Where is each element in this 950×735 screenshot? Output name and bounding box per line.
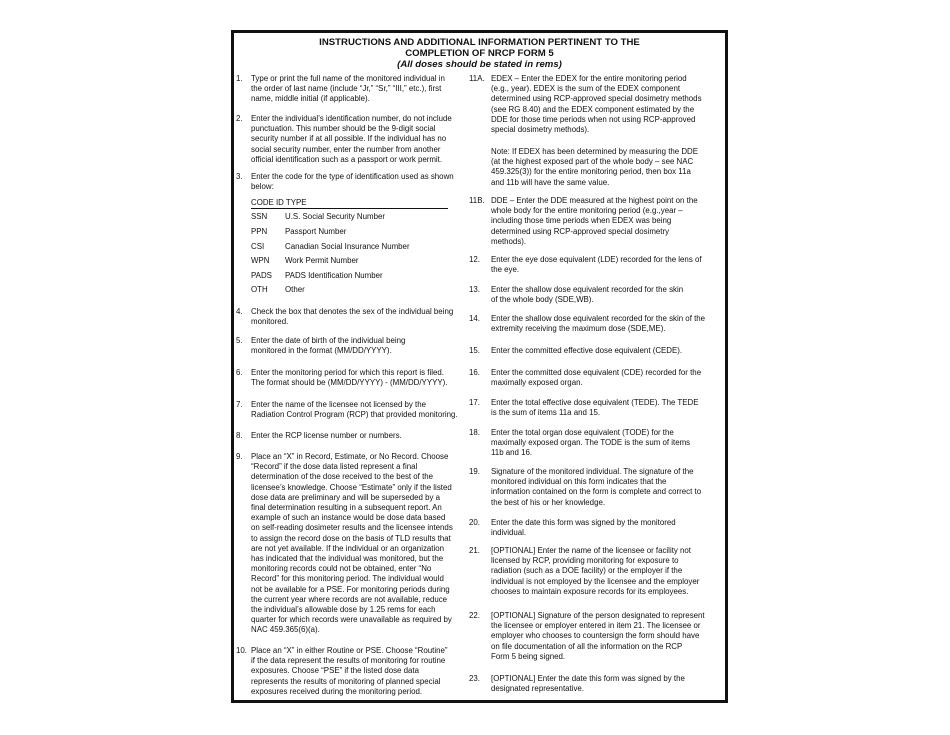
item-text: Type or print the full name of the monitored individual in the order of last name (include “Jr,” “Sr,” “III,” etc.), first name, middle initial (if applicable). (251, 74, 445, 104)
page-title-line-1: INSTRUCTIONS AND ADDITIONAL INFORMATION PERTINENT TO THE (319, 37, 640, 48)
instruction-item-23 (469, 674, 685, 694)
item-number: 21. (469, 546, 480, 555)
item-text: Enter the shallow dose equivalent recorded for the skin of the whole body (SDE,WB). (491, 285, 684, 305)
type-cell: Work Permit Number (285, 256, 359, 265)
instruction-item-18 (469, 428, 690, 459)
instruction-item-5 (236, 336, 405, 356)
code-table-row (251, 256, 359, 266)
instruction-item-13 (469, 285, 683, 305)
instruction-item-7 (236, 400, 458, 420)
code-cell: PADS (251, 271, 272, 280)
type-cell: PADS Identification Number (285, 271, 383, 280)
type-cell: Canadian Social Insurance Number (285, 242, 410, 251)
item-number: 15. (469, 346, 480, 355)
item-text: [OPTIONAL] Enter the date this form was signed by the designated representative. (491, 674, 685, 694)
instruction-item-16 (469, 368, 701, 388)
item-number: 11B. (469, 196, 485, 205)
instruction-item-11a (469, 74, 702, 135)
item-number: 14. (469, 314, 480, 323)
type-cell: U.S. Social Security Number (285, 212, 385, 221)
item-number: 23. (469, 674, 480, 683)
item-number: 2. (236, 114, 243, 123)
instructions-page (231, 30, 728, 703)
instruction-item-9 (236, 452, 453, 636)
instruction-item-3 (236, 172, 454, 192)
code-cell: WPN (251, 256, 270, 265)
item-number: 12. (469, 255, 480, 264)
instruction-item-4 (236, 307, 453, 327)
code-table-row (251, 227, 346, 237)
page-title-line-2: COMPLETION OF NRCP FORM 5 (405, 48, 554, 59)
item-text: Enter the eye dose equivalent (LDE) recorded for the lens of the eye. (491, 255, 702, 275)
item-text: [OPTIONAL] Signature of the person designated to represent the licensee or employer entered in item 21. The licensee or employer who chooses to countersign the form should have on file documentation of all the information on the RCP Form 5 being signed. (491, 611, 705, 661)
item-text: Enter the date this form was signed by the monitored individual. (491, 518, 676, 538)
edex-note: Note: If EDEX has been determined by measuring the DDE (at the highest exposed part of the whole body – see NAC 459.325(3)) for the entire monitoring period, then box 11a and 11b will have the same value. (491, 147, 699, 187)
type-cell: Passport Number (285, 227, 347, 236)
item-text: EDEX – Enter the EDEX for the entire monitoring period (e.g., year). EDEX is the sum of the EDEX component determined using RCP-approved special dosimetry methods (see RG 8.40) and the EDEX component estimated by the DDE for those time periods when not using RCP-approved special dosimetry methods). (491, 74, 702, 135)
item-number: 1. (236, 74, 243, 83)
item-number: 9. (236, 452, 243, 461)
instruction-item-19 (469, 467, 701, 508)
page-subtitle: (All doses should be stated in rems) (397, 59, 562, 70)
item-text: Enter the total organ dose equivalent (TODE) for the maximally exposed organ. The TODE is the sum of items 11b and 16. (491, 428, 691, 458)
item-number: 10. (236, 646, 247, 655)
instruction-item-12 (469, 255, 702, 275)
item-text: Enter the committed dose equivalent (CDE) recorded for the maximally exposed organ. (491, 368, 702, 388)
instruction-item-17 (469, 398, 698, 418)
item-text: Enter the total effective dose equivalent (TEDE). The TEDE is the sum of items 11a and 15. (491, 398, 699, 418)
item-text: Place an “X” in Record, Estimate, or No Record. Choose “Record” if the dose data listed represent a final determination of the dose received to the best of the licensee’s knowledge. Choose “Estimate” only if the listed dose data are preliminary and will be superseded by a final determination resulting in a subsequent report. An example of such an instance would be dose data based on self-reading dosimeter results and the licensee intends to assign the record dose on the basis of TLD results that are not yet available. If the individual or an organization has indicated that the individual was monitored, but the monitoring records could not be obtained, enter “No Record” for this monitoring period. The individual would not be available for a PSE. For monitoring periods during the current year where records are not available, reduce the individual’s allowable dose by 1.25 rems for each quarter for which records were unavailable as required by NAC 459.365(6)(a). (251, 452, 453, 635)
item-text: Enter the monitoring period for which this report is filed. The format should be (MM/DD/YYYY) - (MM/DD/YYYY). (251, 368, 448, 388)
instruction-item-2 (236, 114, 452, 165)
instruction-item-22 (469, 611, 705, 662)
instruction-item-14 (469, 314, 705, 334)
item-text: Enter the individual’s identification number, do not include punctuation. This number should be the 9-digit social security number if at all possible. If the individual has no social security number, enter the number from another official identification such as a passport or work permit. (251, 114, 452, 164)
item-text: Enter the code for the type of identification used as shown below: (251, 172, 454, 192)
item-text: DDE – Enter the DDE measured at the highest point on the whole body for the entire monitoring period (e.g.,year – including those time periods when EDEX was being determined using RCP-approved special dosimetry methods). (491, 196, 698, 246)
instruction-item-11b (469, 196, 698, 247)
item-number: 18. (469, 428, 480, 437)
item-number: 3. (236, 172, 243, 181)
item-number: 20. (469, 518, 480, 527)
item-text: Enter the shallow dose equivalent recorded for the skin of the extremity receiving the maximum dose (SDE,ME). (491, 314, 706, 334)
code-table-row (251, 242, 410, 252)
item-number: 4. (236, 307, 243, 316)
instruction-item-20 (469, 518, 676, 538)
type-cell: Other (285, 285, 305, 294)
item-number: 16. (469, 368, 480, 377)
item-text: Enter the name of the licensee not licensed by the Radiation Control Program (RCP) that provided monitoring. (251, 400, 458, 420)
item-text: Check the box that denotes the sex of the individual being monitored. (251, 307, 454, 327)
item-number: 17. (469, 398, 480, 407)
instruction-item-6 (236, 368, 447, 388)
code-cell: SSN (251, 212, 268, 221)
instruction-item-15 (469, 346, 682, 356)
instruction-item-1 (236, 74, 445, 105)
item-text: Enter the committed effective dose equivalent (CEDE). (491, 346, 683, 355)
item-text: Enter the RCP license number or numbers. (251, 431, 402, 440)
code-id-table (251, 198, 449, 302)
code-cell: CSI (251, 242, 265, 251)
item-number: 5. (236, 336, 243, 345)
item-number: 7. (236, 400, 243, 409)
item-text: Place an “X” in either Routine or PSE. Choose “Routine” if the data represent the results of monitoring for routine exposures. Choose “PSE” if the listed dose data represents the results of monitoring of planned special exposures received during the monitoring period. (251, 646, 448, 696)
code-cell: OTH (251, 285, 268, 294)
item-number: 6. (236, 368, 243, 377)
item-text: Enter the date of birth of the individual being monitored in the format (MM/DD/YYYY). (251, 336, 406, 356)
code-table-row (251, 271, 383, 281)
item-text: [OPTIONAL] Enter the name of the licensee or facility not licensed by RCP, providing monitoring for exposure to radiation (such as a DOE facility) or the employer if the individual is not employed by the licensee and the employer chooses to maintain exposure records for its employees. (491, 546, 700, 596)
item-number: 8. (236, 431, 243, 440)
instruction-item-21 (469, 546, 699, 597)
item-number: 13. (469, 285, 480, 294)
code-cell: PPN (251, 227, 268, 236)
item-text: Signature of the monitored individual. The signature of the monitored individual on this form indicates that the information contained on the form is complete and correct to the best of his or her knowledge. (491, 467, 702, 507)
code-table-row (251, 212, 385, 222)
instruction-item-8 (236, 431, 402, 441)
code-table-row (251, 285, 305, 295)
item-number: 11A. (469, 74, 485, 83)
item-number: 19. (469, 467, 480, 476)
instruction-item-10 (236, 646, 448, 697)
code-table-header: CODE ID TYPE (251, 198, 448, 209)
item-number: 22. (469, 611, 480, 620)
